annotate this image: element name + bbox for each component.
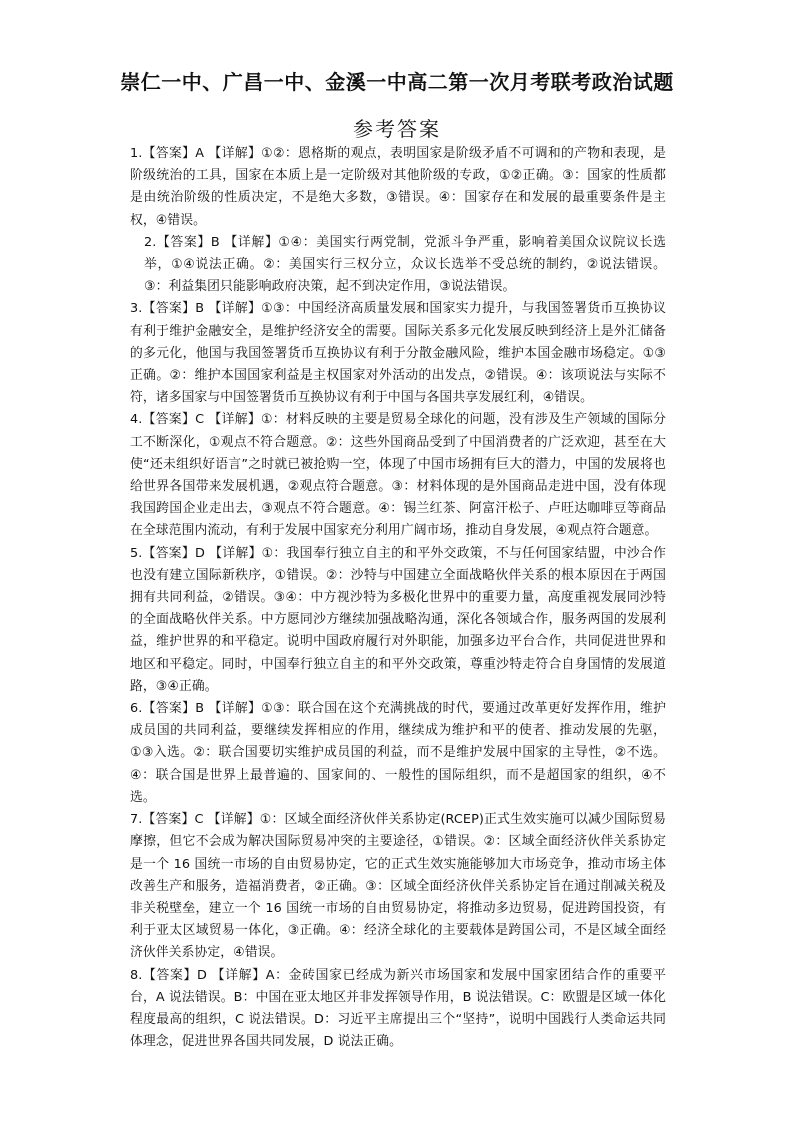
answer-list [130,143,666,1053]
page-subtitle: 参考答案 [353,117,441,141]
answer-item-8: 8.【答案】D 【详解】A：金砖国家已经成为新兴市场国家和发展中国家团结合作的重要平台，A 说法错误。B：中国在亚太地区并非发挥领导作用，B 说法错误。C：欧盟是区域一体化程度最高的组织，C 说法错误。D：习近平主席提出三个“坚持”，说明中国践行人类命运共同体理念，促进世界各国共同发展，D 说法正确。 [130,967,666,1050]
answer-item-1: 1.【答案】A 【详解】①②：恩格斯的观点，表明国家是阶级矛盾不可调和的产物和表现，是阶级统治的工具，国家在本质上是一定阶级对其他阶级的专政，①②正确。③：国家的性质都是由统治阶级的性质决定，不是绝大多数，③错误。④：国家存在和发展的最重要条件是主权，④错误。 [130,146,666,228]
answer-item-3: 3.【答案】B 【详解】①③：中国经济高质量发展和国家实力提升，与我国签署货币互换协议有利于维护金融安全，是维护经济安全的需要。国际关系多元化发展反映到经济上是外汇储备的多元化，他国与我国签署货币互换协议有利于分散金融风险，维护本国金融市场稳定。①③正确。②：维护本国国家利益是主权国家对外活动的出发点，②错误。④：该项说法与实际不符，诸多国家与中国签署货币互换协议有利于中国与各国共享发展红利，④错误。 [130,301,666,406]
answer-item-6: 6.【答案】B 【详解】①③：联合国在这个充满挑战的时代，要通过改革更好发挥作用，维护成员国的共同利益，要继续发挥相应的作用，继续成为维护和平的使者、推动发展的先驱，①③入选。②：联合国要切实维护成员国的利益，而不是维护发展中国家的主导性，②不选。④：联合国是世界上最普遍的、国家间的、一般性的国际组织，而不是超国家的组织，④不选。 [130,701,666,805]
answer-item-5: 5.【答案】D 【详解】①：我国奉行独立自主的和平外交政策，不与任何国家结盟，中沙合作也没有建立国际新秩序，①错误。②：沙特与中国建立全面战略伙伴关系的根本原因在于两国拥有共同利益，②错误。③④：中方视沙特为多极化世界中的重要力量，高度重视发展同沙特的全面战略伙伴关系。中方愿同沙方继续加强战略沟通，深化各领域合作，服务两国的发展利益，维护世界的和平稳定。说明中国政府履行对外职能，加强多边平台合作，共同促进世界和地区和平稳定。同时，中国奉行独立自主的和平外交政策，尊重沙特走符合自身国情的发展道路，③④正确。 [130,545,666,694]
answer-item-2: 2.【答案】B 【详解】①④：美国实行两党制，党派斗争严重，影响着美国众议院议长选举，①④说法正确。②：美国实行三权分立，众议长选举不受总统的制约，②说法错误。③：利益集团只能影响政府决策，起不到决定作用，③说法错误。 [144,234,666,295]
page-title: 崇仁一中、广昌一中、金溪一中高二第一次月考联考政治试题 [120,70,674,94]
answer-item-4: 4.【答案】C 【详解】①：材料反映的主要是贸易全球化的问题，没有涉及生产领域的国际分工不断深化，①观点不符合题意。②：这些外国商品受到了中国消费者的广泛欢迎，甚至在大使“还未组织好语言”之时就已被抢购一空，体现了中国市场拥有巨大的潜力，中国的发展将也给世界各国带来发展机遇，②观点符合题意。③：材料体现的是外国商品走进中国，没有体现我国跨国企业走出去，③观点不符合题意。④：锡兰红茶、阿富汗松子、卢旺达咖啡豆等商品在全球范围内流动，有利于发展中国家充分利用广阔市场，推动自身发展，④观点符合题意。 [130,412,666,539]
answer-item-7: 7.【答案】C 【详解】①：区域全面经济伙伴关系协定(RCEP)正式生效实施可以减少国际贸易摩擦，但它不会成为解决国际贸易冲突的主要途径，①错误。②：区域全面经济伙伴关系协定是一个 16 国统一市场的自由贸易协定，它的正式生效实施能够加大市场竞争，推动市场主体改善生产和服务，造福消费者，②正确。③：区域全面经济伙伴关系协定旨在通过削减关税及非关税壁垒，建立一个 16 国统一市场的自由贸易协定，将推动多边贸易，促进跨国投资，有利于亚太区域贸易一体化，③正确。④：经济全球化的主要载体是跨国公司，不是区域全面经济伙伴关系协定，④错误。 [130,812,666,961]
